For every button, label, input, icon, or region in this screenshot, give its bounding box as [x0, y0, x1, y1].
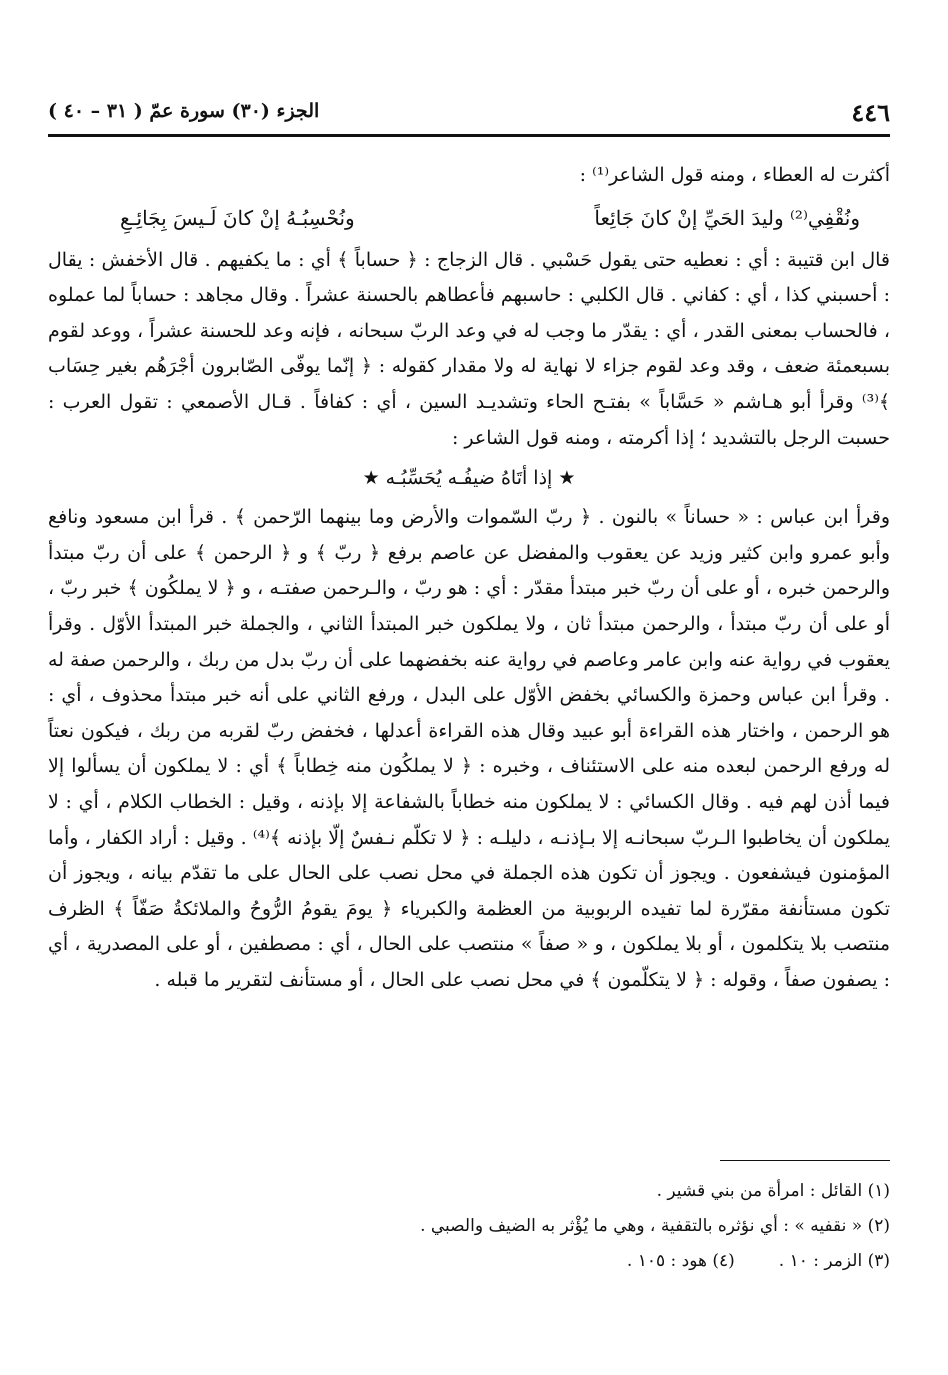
- paragraph-intro: أكثرت له العطاء ، ومنه قول الشاعر⁽¹⁾ :: [579, 164, 890, 186]
- verse-second-hemistich: ونُحْسِبُـهُ إنْ كانَ لَـيسَ بِجَائِـعِ: [120, 205, 355, 230]
- quoted-verse: ★ إذا أتَاهُ ضيفُـه يُحَسِّبُـه ★: [362, 467, 576, 490]
- footnote-1: (١) القائل : امرأة من بني قشير .: [656, 1181, 890, 1201]
- footnote-3-4: [48, 1244, 890, 1279]
- page-header: [48, 98, 890, 134]
- running-title: الجزء (٣٠) سورة عمّ ( ٣١ – ٤٠ ): [48, 100, 320, 122]
- page-number: ٤٤٦: [851, 98, 890, 127]
- verse-first-hemistich: ونُقْفِي⁽²⁾ وليدَ الحَيِّ إنْ كانَ جَائِعاً: [594, 205, 860, 230]
- paragraph-commentary-1: قال ابن قتيبة : أي : نعطيه حتى يقول حَسْبي . قال الزجاج : ﴿ حساباً ﴾ أي : ما يكفيهم . قال الأخفش : يقال : أحسبني كذا ، أي : كفاني . قال الكلبي : حاسبهم فأعطاهم بالحسنة عشراً . وقال مجاهد : حساباً لما عملوه ، فالحساب بمعنى القدر ، أي : يقدّر ما وجب له في وعد الربّ سبحانه ، فإنه وعد للحسنة عشراً ، ووعد لقوم بسبعمئة ضعف ، وقد وعد لقوم جزاء لا نهاية له ولا مقدار كقوله : ﴿ إنّما يوفّى الصّابرون أجْرَهُم بغير حِسَاب ﴾⁽³⁾ وقرأ أبو هـاشم « حَسَّاباً » بفتـح الحاء وتشديـد السين ، أي : كفافاً . قـال الأصمعي : تقول العرب : حسبت الرجل بالتشديد ؛ إذا أكرمته ، ومنه قول الشاعر :: [48, 248, 890, 449]
- footnote-2: (٢) « نقفيه » : أي نؤثره بالتقفية ، وهي ما يُؤْثر به الضيف والصبي .: [420, 1216, 890, 1236]
- footnote-rule: [720, 1160, 890, 1161]
- footnote-3: (٣) الزمر : ١٠ .: [778, 1251, 890, 1271]
- poetry-verse: [120, 194, 860, 243]
- paragraph-commentary-2: وقرأ ابن عباس : « حساناً » بالنون . ﴿ ربّ السّموات والأرض وما بينهما الرّحمن ﴾ . قرأ ابن مسعود ونافع وأبو عمرو وابن كثير وزيد عن يعقوب والمفضل عن عاصم برفع ﴿ ربّ ﴾ و ﴿ الرحمن ﴾ على أن ربّ مبتدأ والرحمن خبره ، أو على أن ربّ خبر مبتدأ مقدّر : أي : هو ربّ ، والـرحمن صفتـه ، و ﴿ لا يملكُون ﴾ خبر ربّ ، أو على أن ربّ مبتدأ ، والرحمن مبتدأ ثان ، ولا يملكون خبر المبتدأ الثاني ، والجملة خبر المبتدأ الأوّل . وقرأ يعقوب في رواية عنه وابن عامر وعاصم في رواية عنه بخفضهما على أن ربّ بدل من ربك ، والرحمن صفة له . وقرأ ابن عباس وحمزة والكسائي بخفض الأوّل على البدل ، ورفع الثاني على أنه خبر مبتدأ محذوف ، أي : هو الرحمن ، واختار هذه القراءة أبو عبيد وقال هذه القراءة أعدلها ، فخفض ربّ لقربه من ربك ، فيكون نعتاً له ورفع الرحمن لبعده منه على الاستئناف ، وخبره : ﴿ لا يملكُون منه خِطاباً ﴾ أي : لا يملكون أن يسألوا إلا فيما أذن لهم فيه . وقال الكسائي : لا يملكون منه خطاباً بالشفاعة إلا بإذنه ، وقيل : الخطاب الكلام ، أي : لا يملكون أن يخاطبوا الـربّ سبحانـه إلا بـإذنـه ، دليلـه : ﴿ لا تكلّم نـفسٌ إلّا بإذنه ﴾⁽⁴⁾ . وقيل : أراد الكفار ، وأما المؤمنون فيشفعون . ويجوز أن تكون هذه الجملة في محل نصب على الحال على ما تقدّم بيانه ، ويجوز أن تكون مستأنفة مقرّرة لما تفيده الربوبية من العظمة والكبرياء ﴿ يومَ يقومُ الرُّوحُ والملائكةُ صَفّاً ﴾ الظرف منتصب بلا يتكلمون ، أو بلا يملكون ، و « صفاً » منتصب على الحال ، أي : مصطفين ، أو على المصدرية ، أي : يصفون صفاً ، وقوله : ﴿ لا يتكلّمون ﴾ في محل نصب على الحال ، أو مستأنف لتقرير ما قبله .: [48, 506, 890, 991]
- body-text: [48, 158, 890, 998]
- footnotes: [48, 1174, 890, 1279]
- footnote-4: (٤) هود : ١٠٥ .: [626, 1251, 735, 1271]
- header-rule: [48, 134, 890, 137]
